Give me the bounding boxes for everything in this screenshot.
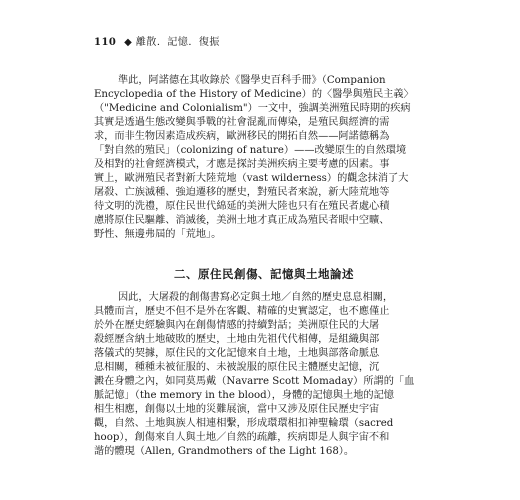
text-line: 因此，大屠殺的創傷書寫必定與土地／自然的歷史息息相關， (118, 292, 394, 303)
running-title: ◆ 離散．記憶．復振 (124, 37, 220, 48)
text-line: hoop），創傷來自人與土地／自然的疏離，疾病即是人與宇宙不和 (94, 432, 390, 443)
text-line: 屠殺、亡族滅種、強迫遷移的歷史，對殖民者來說，新大陸荒地等 (94, 187, 390, 198)
text-line: （"Medicine and Colonialism"）一文中，強調美洲殖民時期的疾病 (94, 103, 411, 114)
running-header (94, 33, 220, 48)
text-line: 其實是透過生態改變與爭戰的社會混亂而傳染，是殖民與經濟的需 (94, 117, 390, 128)
text-line: 澱在身體之內，如同莫馬戴（Navarre Scott Momaday）所謂的「血 (94, 376, 415, 387)
text-line: 具體而言，歷史不但不是外在客觀、精確的史實認定，也不應僅止 (94, 306, 390, 317)
text-line: 實上，歐洲殖民者對新大陸荒地（vast wilderness）的觀念抹消了大 (94, 173, 409, 184)
text-line: 求，而非生物因素造成疾病，歐洲移民的開拓自然——阿諾德稱為 (94, 131, 390, 142)
text-line: 及相對的社會經濟模式，才應是探討美洲疾病主要考慮的因素。事 (94, 159, 390, 170)
text-line: 野性、無邊弗屆的「荒地」。 (94, 229, 222, 240)
text-line: 諧的體現（Allen, Grandmothers of the Light 168）。 (94, 446, 355, 457)
text-line: 相生相應，創傷以土地的災難展演，當中又涉及原住民歷史宇宙 (94, 404, 380, 415)
section-heading: 二、原住民創傷、記憶與土地論述 (174, 267, 354, 281)
text-line: 「對自然的殖民」（colonizing of nature）——改變原生的自然環境 (94, 145, 407, 156)
text-line: 慮將原住民驅離、消滅後，美洲土地才真正成為殖民者眼中空曠、 (94, 215, 390, 226)
text-line: 待文明的洗禮，原住民世代綿延的美洲大陸也只有在殖民者處心積 (94, 201, 390, 212)
text-line: 準此，阿諾德在其收錄於《醫學史百科手冊》（Companion (118, 75, 386, 86)
text-line: Encyclopedia of the History of Medicine）的〈醫學與殖民主義〉 (94, 89, 414, 100)
text-line: 殺經歷含納土地破敗的歷史，土地由先祖代代相傳，是組織與部 (94, 334, 380, 345)
text-line: 息相關，種種未被征服的、未被說服的原住民主體歷史記憶，沉 (94, 362, 380, 373)
text-line: 脈記憶」（the memory in the blood），身體的記憶與土地的記憶 (94, 390, 394, 401)
text-line: 於外在歷史經驗與內在創傷情感的持續對話；美洲原住民的大屠 (94, 320, 380, 331)
text-line: 觀，自然、土地與族人相連相繫，形成環環相扣神聖輪環（sacred (94, 418, 394, 429)
text-line: 落儀式的契據，原住民的文化記憶來自土地，土地與部落命脈息 (94, 348, 380, 359)
page-number: 110 (94, 37, 117, 48)
